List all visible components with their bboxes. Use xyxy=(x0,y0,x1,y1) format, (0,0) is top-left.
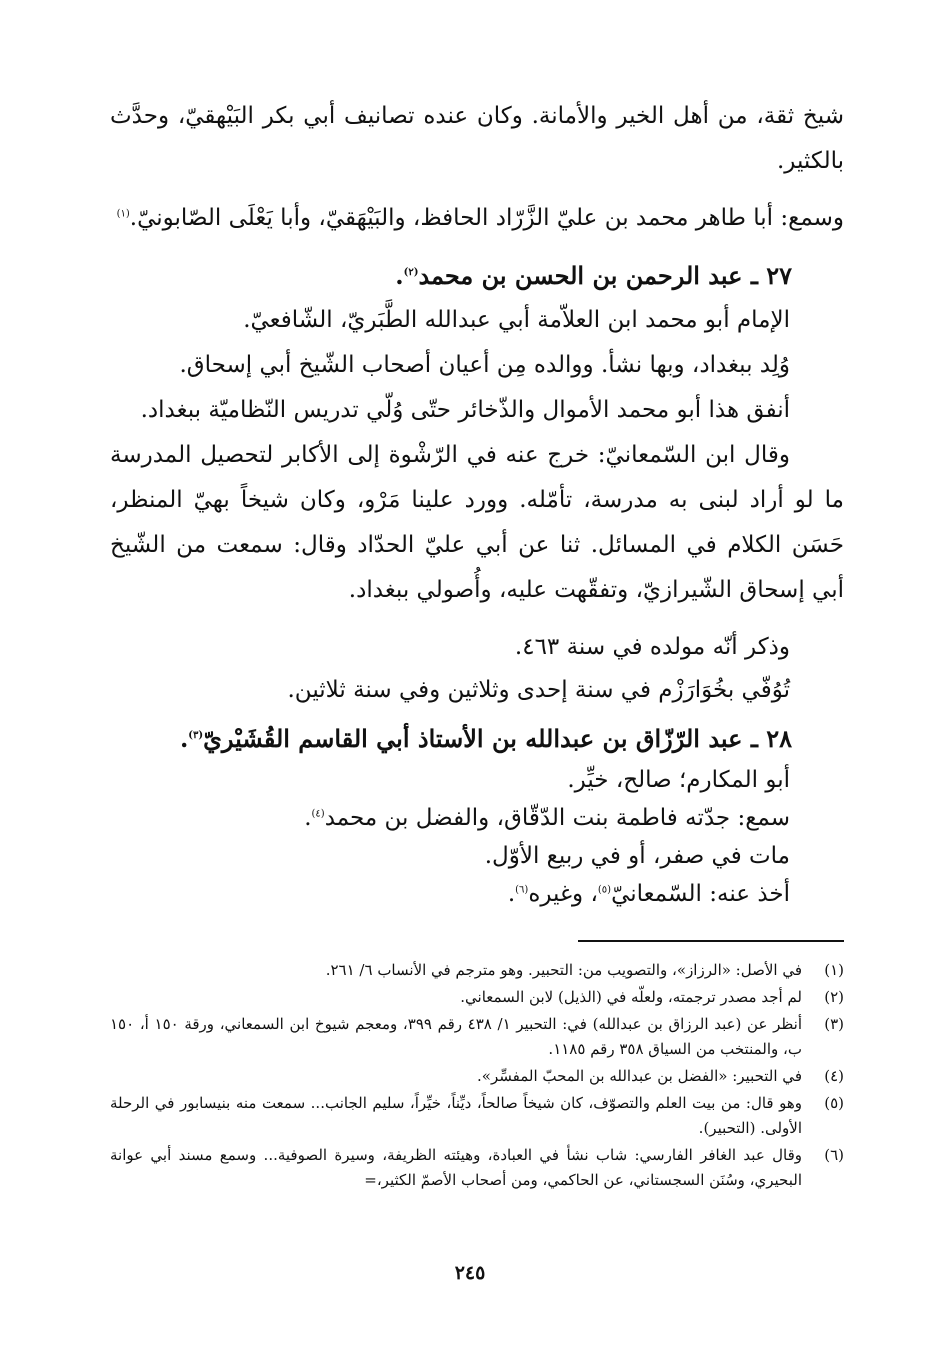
entry-27-line: أنفق هذا أبو محمد الأموال والذّخائر حتّى وُلّي تدريس النّظاميّة ببغداد. xyxy=(140,397,790,423)
footnote-number: (٦) xyxy=(824,1146,844,1164)
footnote xyxy=(110,1012,844,1062)
footnote-ref: (٣) xyxy=(188,730,204,741)
paragraph-sheikh-description: شيخ ثقة، من أهل الخير والأمانة. وكان عنده تصانيف أبي بكر البَيْهقيّ، وحدَّث بالكثير. xyxy=(110,103,844,174)
footnote xyxy=(110,958,844,983)
entry-27-died: تُوُفّي بخُوَارَزْم في سنة إحدى وثلاثين وفي سنة ثلاثين. xyxy=(287,677,790,703)
footnote-number: (٣) xyxy=(824,1015,844,1033)
footnote-ref: (٥) xyxy=(597,884,612,896)
footnotes xyxy=(110,958,844,1195)
entry-27-born: وذكر أنّه مولده في سنة ٤٦٣. xyxy=(514,634,790,660)
footnote xyxy=(110,985,844,1010)
entry-28-line: أخذ عنه: السّمعانيّ$^{(٥)}$، وغيره$^{(٦)}$. xyxy=(507,881,790,907)
entry-28-title: ٢٨ ـ عبد الرّزّاق بن عبدالله بن الأستاذ أبي القاسم القُشَيْريّ$^{(٣)}$. xyxy=(179,724,792,753)
footnote-number: (٥) xyxy=(824,1094,844,1112)
entry-27-line: وُلِد ببغداد، وبها نشأ. ووالده مِن أعيان أصحاب الشّيخ أبي إسحاق. xyxy=(179,352,790,378)
footnote-text: أنظر عن (عبد الرزاق بن عبدالله) في: التحبير ١/ ٤٣٨ رقم ٣٩٩، ومعجم شيوخ ابن السمعاني، ورقة ١٥٠ أ، ١٥٠ ب، والمنتخب من السياق ٣٥٨ رقم ١١٨٥. xyxy=(110,1015,803,1058)
footnote-number: (٤) xyxy=(824,1067,844,1085)
footnote-ref: (٢) xyxy=(403,267,419,278)
entry-27-line: الإمام أبو محمد ابن العلاّمة أبي عبدالله الطَّبَريّ، الشّافعيّ. xyxy=(243,307,790,333)
entry-27-title: ٢٧ ـ عبد الرحمن بن الحسن بن محمد$^{(٢)}$. xyxy=(395,261,792,290)
entry-28-line: سمع: جدّته فاطمة بنت الدّقّاق، والفضل بن محمد$^{(٤)}$. xyxy=(304,805,790,831)
entry-28-line: مات في صفر، أو في ربيع الأوّل. xyxy=(484,843,790,869)
footnote-number: (١) xyxy=(824,961,844,979)
entry-27-paragraph: وقال ابن السّمعانيّ: خرج عنه في الرّشْوة إلى الأكابر لتحصيل المدرسة ما لو أراد لبنى به مدرسة، تأمّله. وورد علينا مَرْو، وكان شيخاً بهيّ المنظر، حَسَن الكلام في المسائل. ثنا عن أبي عليّ الحدّاد وقال: سمعت من الشّيخ أبي إسحاق الشّيرازيّ، وتفقّهت عليه، وأُصولي ببغداد. xyxy=(110,442,844,603)
paragraph-heard-from: وسمع: أبا طاهر محمد بن عليّ الزَّرّاد الحافظ، والبَيْهَقيّ، وأبا يَعْلَى الصّابونيّ.$^{(١)}$ xyxy=(116,205,844,231)
entry-28-line: أبو المكارم؛ صالح، خيِّر. xyxy=(567,767,790,793)
footnote-text: وقال عبد الغافر الفارسي: شاب نشأ في العبادة، وهيئته الظريفة، وسيرة الصوفية... وسمع مسند أبي عوانة البحيري، وسُنَن السجستاني، عن الحاكمي، ومن أصحاب الأصمّ الكثير،= xyxy=(110,1146,802,1189)
footnote-text: وهو قال: من بيت العلم والتصوّف، كان شيخاً صالحاً، ديِّناً، خيِّراً، سليم الجانب... سمعت منه بنيسابور في الرحلة الأولى. (التحبير). xyxy=(110,1094,802,1137)
footnote-text: في التحبير: «الفضل بن عبدالله بن المحبّ المفسِّر». xyxy=(477,1067,802,1085)
main-text xyxy=(110,94,844,913)
footnote-number: (٢) xyxy=(824,988,844,1006)
footnote xyxy=(110,1143,844,1193)
footnote-ref: (٦) xyxy=(515,884,529,896)
footnote-ref: (١) xyxy=(116,208,130,220)
footnote-divider xyxy=(578,940,844,942)
entry-28-body xyxy=(110,761,844,913)
footnote xyxy=(110,1064,844,1089)
footnote-ref: (٤) xyxy=(311,808,325,820)
footnote-text: في الأصل: «الرزاز»، والتصويب من: التحبير. وهو مترجم في الأنساب ٦/ ٢٦١. xyxy=(325,961,802,979)
footnote-text: لم أجد مصدر ترجمته، ولعلّه في (الذيل) لابن السمعاني. xyxy=(460,988,802,1006)
footnote xyxy=(110,1091,844,1141)
page-number: ٢٤٥ xyxy=(454,1262,486,1284)
